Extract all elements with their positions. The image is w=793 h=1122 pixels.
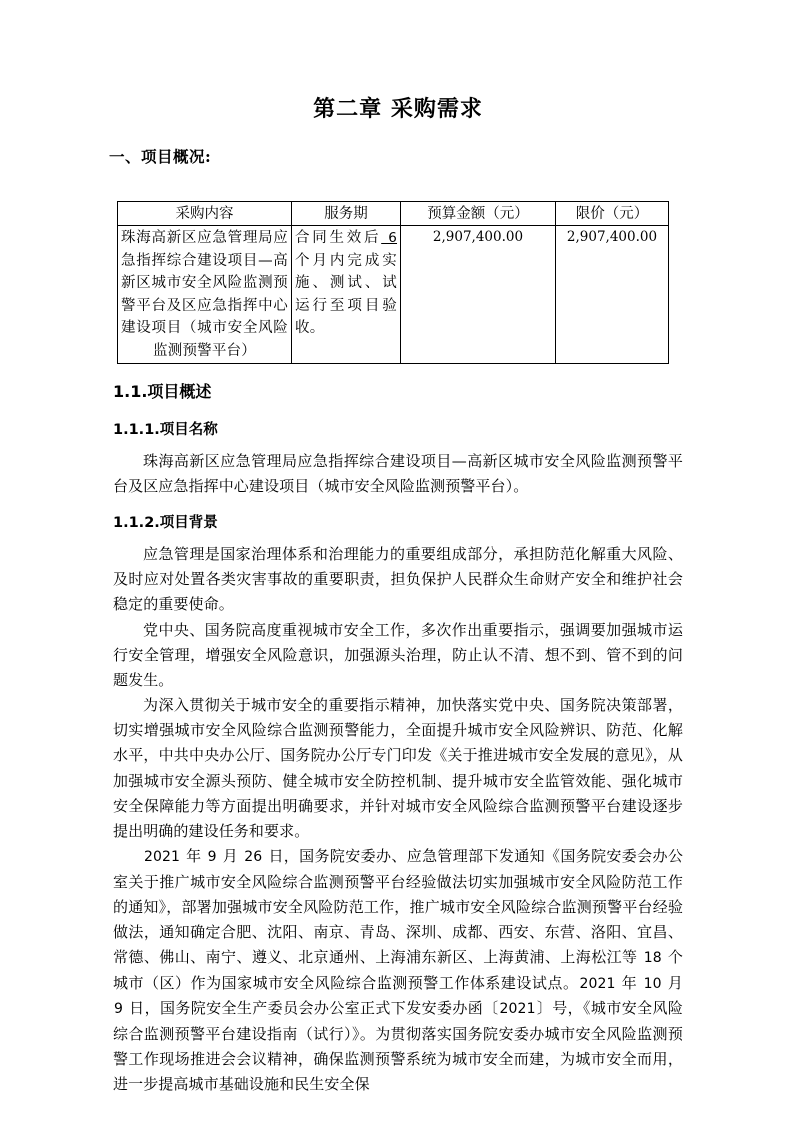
text-part-8: 〕号，《城市安全风险综合监测预警平台建设指南（试行）》。为贯彻落实国务院安委办城市安全风险监测预警工作现场推进会会议精神，确保监测预警系统为城市安全而建，为城市安全而用，进一步提高城市基础设施和民生安全保 [113,999,683,1094]
day-9: 9 [114,1001,124,1018]
cell-procurement-content: 珠海高新区应急管理局应急指挥综合建设项目—高新区城市安全风险监测预警平台及区应急指挥中心建设项目（城市安全风险监测预警平台） [118,226,292,364]
paragraph-background-1: 应急管理是国家治理体系和治理能力的重要组成部分，承担防范化解重大风险、及时应对处置各类灾害事故的重要职责，担负保护人民群众生命财产安全和维护社会稳定的重要使命。 [113,544,683,614]
month-10: 10 [643,975,662,992]
text-part-6: 月 [662,973,683,992]
text-part-1: 年 [181,847,207,866]
paragraph-project-name: 珠海高新区应急管理局应急指挥综合建设项目—高新区城市安全风险监测预警平台及区应急指挥中心建设项目（城市安全风险监测预警平台）。 [113,451,683,496]
year-2021-third: 2021 [499,1001,536,1018]
table-row [118,226,669,364]
service-period-suffix: 个月内完成实施、测试、试运行至项目验收。 [295,252,397,337]
column-header-price-limit: 限价（元） [556,202,669,226]
text-part-3: 日，国务院安委办、应急管理部下发通知《国务院安委会办公室关于推广城市安全风险综合监测预警平台经验做法切实加强城市安全风险防范工作的通知》，部署加强城市安全风险防范工作，推广城市安全风险综合监测预警平台经验做法，通知确定合肥、沈阳、南京、青岛、深圳、成都、西安、东营、洛阳、宜昌、常德、佛山、南宁、遵义、北京通州、上海浦东新区、上海黄浦、上海松江等 [113,847,683,967]
column-header-service-period: 服务期 [292,202,401,226]
heading-1-1-2-project-background: 1.1.2.项目背景 [113,515,218,532]
cell-price-limit: 2,907,400.00 [556,226,669,364]
city-count-18: 18 [643,950,662,967]
paragraph-background-4 [113,844,683,1097]
paragraph-background-3: 为深入贯彻关于城市安全的重要指示精神，加快落实党中央、国务院决策部署，切实增强城市安全风险综合监测预警能力，全面提升城市安全风险辨识、防范、化解水平，中共中央办公厅、国务院办公厅专门印发《关于推进城市安全发展的意见》，从加强城市安全源头预防、健全城市安全防控机制、提升城市安全监管效能、强化城市安全保障能力等方面提出明确要求，并针对城市安全风险综合监测预警平台建设逐步提出明确的建设任务和要求。 [113,696,683,841]
procurement-requirements-table [117,201,669,364]
text-part-7: 日，国务院安全生产委员会办公室正式下发安委办函〔 [124,999,499,1018]
year-2021-second: 2021 [579,975,616,992]
heading-1-1-project-overview: 1.1.项目概述 [113,382,212,402]
month-9: 9 [207,849,217,866]
cell-service-period [292,226,401,364]
page-title: 第二章 采购需求 [313,96,483,122]
year-2021-first: 2021 [144,849,181,866]
section-heading-project-overview: 一、项目概况: [109,146,212,166]
column-header-budget-amount: 预算金额（元） [401,202,556,226]
column-header-content: 采购内容 [118,202,292,226]
paragraph-background-2: 党中央、国务院高度重视城市安全工作，多次作出重要指示，强调要加强城市运行安全管理，增强安全风险意识，加强源头治理，防止认不清、想不到、管不到的问题发生。 [113,620,683,689]
procurement-table-container [117,167,683,364]
cell-budget-amount: 2,907,400.00 [401,226,556,364]
heading-1-1-1-project-name: 1.1.1.项目名称 [113,422,218,439]
service-period-prefix: 合同生效后 [295,230,382,247]
text-part-2: 月 [217,847,244,866]
text-part-4: 个城市（区）作为国家城市安全风险综合监测预警工作体系建设试点。 [113,948,683,992]
day-26: 26 [244,849,263,866]
table-header-row [118,202,669,226]
text-part-5: 年 [616,973,643,992]
service-period-months: 6 [381,230,398,247]
